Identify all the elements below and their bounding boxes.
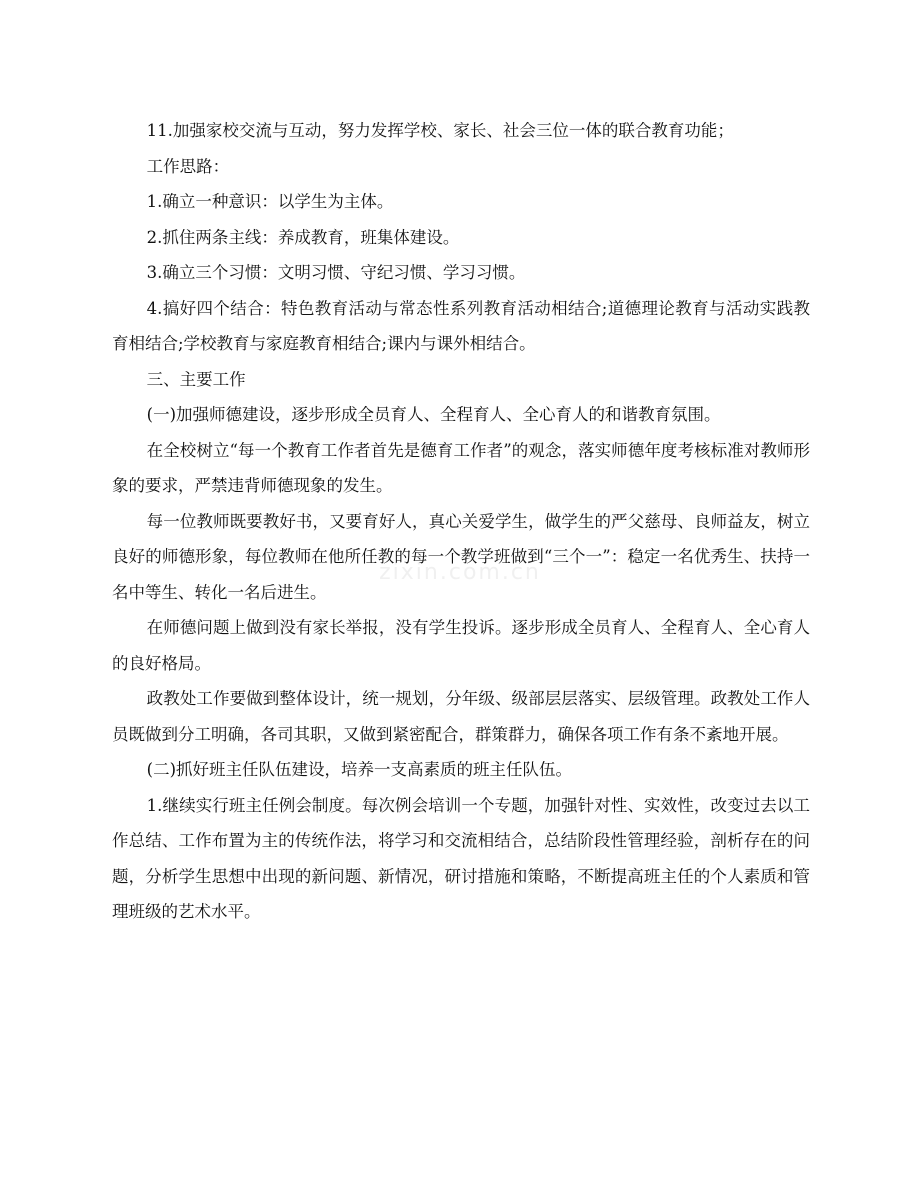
document-body bbox=[112, 113, 810, 930]
section-heading-main-work: 三、主要工作 bbox=[146, 369, 246, 389]
subheading-teacher-ethics: (一)加强师德建设，逐步形成全员育人、全程育人、全心育人的和谐教育氛围。 bbox=[146, 405, 721, 424]
list-item-awareness: 1.确立一种意识：以学生为主体。 bbox=[146, 192, 394, 211]
paragraph-home-school-cooperation: 11.加强家校交流与互动，努力发挥学校、家长、社会三位一体的联合教育功能； bbox=[146, 121, 734, 140]
list-item-combinations: 4.搞好四个结合：特色教育活动与常态性系列教育活动相结合;道德理论教育与活动实践教育相结合;学校教育与家庭教育相结合;课内与课外相结合。 bbox=[112, 298, 810, 353]
watermark: zixin.com.cn bbox=[379, 560, 541, 585]
paragraph-ethics-concept: 在全校树立“每一个教育工作者首先是德育工作者”的观念，落实师德年度考核标准对教师形象的要求，严禁违背师德现象的发生。 bbox=[112, 440, 810, 495]
heading-work-approach: 工作思路： bbox=[146, 156, 230, 176]
list-item-main-lines: 2.抓住两条主线：养成教育，班集体建设。 bbox=[146, 227, 460, 247]
list-item-habits: 3.确立三个习惯：文明习惯、守纪习惯、学习习惯。 bbox=[146, 263, 526, 282]
paragraph-no-complaints: 在师德问题上做到没有家长举报，没有学生投诉。逐步形成全员育人、全程育人、全心育人的良好格局。 bbox=[112, 618, 810, 673]
paragraph-regular-meetings: 1.继续实行班主任例会制度。每次例会培训一个专题，加强针对性、实效性，改变过去以工作总结、工作布置为主的传统作法，将学习和交流相结合，总结阶段性管理经验，剖析存在的问题，分析学生思想中出现的新问题、新情况，研讨措施和策略，不断提高班主任的个人素质和管理班级的艺术水平。 bbox=[112, 795, 810, 921]
subheading-head-teacher-team: (二)抓好班主任队伍建设，培养一支高素质的班主任队伍。 bbox=[146, 760, 573, 779]
paragraph-teacher-duties: 每一位教师既要教好书，又要育好人，真心关爱学生，做学生的严父慈母、良师益友，树立良好的师德形象，每位教师在他所任教的每一个教学班做到“三个一”：稳定一名优秀生、扶持一名中等生、转化一名后进生。 bbox=[112, 511, 810, 602]
paragraph-office-planning: 政教处工作要做到整体设计，统一规划，分年级、级部层层落实、层级管理。政教处工作人员既做到分工明确，各司其职，又做到紧密配合，群策群力，确保各项工作有条不紊地开展。 bbox=[112, 689, 810, 744]
